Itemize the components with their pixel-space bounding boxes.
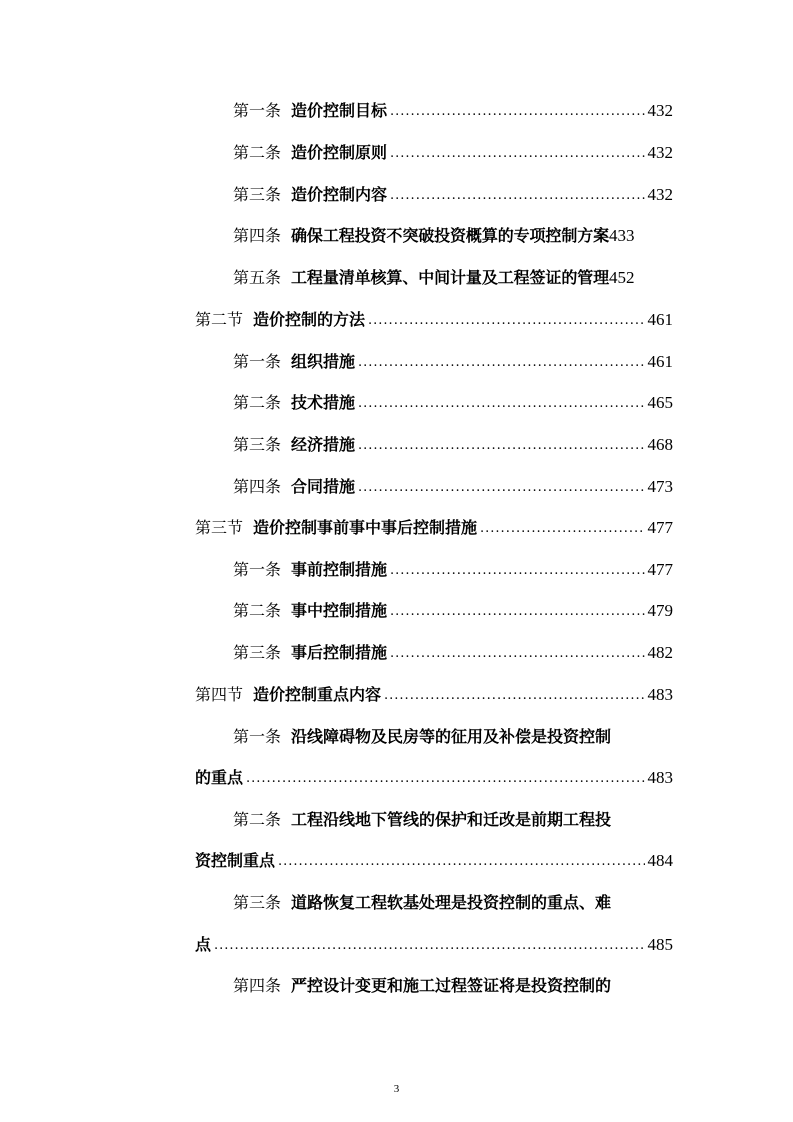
toc-entry-title: 事前控制措施 xyxy=(291,560,388,579)
toc-entry-page: 432 xyxy=(647,101,673,120)
toc-entry[interactable] xyxy=(233,431,673,455)
toc-entry-label: 第二条 xyxy=(233,601,282,620)
page-number: 3 xyxy=(393,1083,400,1095)
toc-entry-title: 确保工程投资不突破投资概算的专项控制方案 xyxy=(291,226,610,245)
toc-entry[interactable] xyxy=(233,473,673,497)
toc-entry-page: 452 xyxy=(609,268,635,287)
toc-entry-title: 工程量清单核算、中间计量及工程签证的管理 xyxy=(291,268,610,287)
toc-entry-label: 第三条 xyxy=(233,643,282,662)
toc-leader-dots xyxy=(390,185,644,205)
toc-entry-label: 第二条 xyxy=(233,810,282,829)
toc-entry-label: 第五条 xyxy=(233,268,282,287)
toc-leader-dots xyxy=(358,393,644,413)
toc-leader-dots xyxy=(214,935,644,955)
toc-leader-dots xyxy=(390,560,644,580)
toc-entry-continuation[interactable] xyxy=(195,931,673,955)
toc-entry-label: 第三条 xyxy=(233,185,282,204)
toc-entry-title: 沿线障碍物及民房等的征用及补偿是投资控制 xyxy=(291,727,612,746)
toc-section[interactable] xyxy=(195,306,673,330)
toc-entry[interactable] xyxy=(233,222,699,246)
toc-entry-continuation[interactable] xyxy=(195,847,673,871)
toc-entry-title: 的重点 xyxy=(195,768,244,787)
toc-entry-label: 第四条 xyxy=(233,976,282,995)
toc-section-title: 造价控制的方法 xyxy=(253,310,366,329)
toc-entry-label: 第二条 xyxy=(233,393,282,412)
toc-entry[interactable] xyxy=(233,972,673,996)
toc-leader-dots xyxy=(358,477,644,497)
toc-section-page: 477 xyxy=(647,518,673,537)
toc-entry-title: 造价控制原则 xyxy=(291,143,388,162)
toc-entry-page: 482 xyxy=(647,643,673,662)
toc-leader-dots xyxy=(480,518,644,538)
toc-leader-dots xyxy=(278,851,644,871)
toc-entry-continuation[interactable] xyxy=(195,764,673,788)
toc-leader-dots xyxy=(246,768,644,788)
toc-entry-title: 工程沿线地下管线的保护和迁改是前期工程投 xyxy=(291,810,612,829)
toc-section-label: 第二节 xyxy=(195,310,244,329)
toc-entry-title: 资控制重点 xyxy=(195,851,276,870)
toc-entry-page: 432 xyxy=(647,143,673,162)
toc-entry-title: 事中控制措施 xyxy=(291,601,388,620)
toc-leader-dots xyxy=(358,435,644,455)
toc-section-label: 第三节 xyxy=(195,518,244,537)
toc-section-page: 461 xyxy=(647,310,673,329)
toc-entry-label: 第一条 xyxy=(233,352,282,371)
toc-entry-label: 第一条 xyxy=(233,560,282,579)
toc-entry-title: 经济措施 xyxy=(291,435,356,454)
toc-entry[interactable] xyxy=(233,806,673,830)
toc-entry[interactable] xyxy=(233,597,673,621)
toc-entry-label: 第一条 xyxy=(233,101,282,120)
toc-entry-page: 484 xyxy=(647,851,673,870)
toc-leader-dots xyxy=(358,352,644,372)
toc-entry-label: 第一条 xyxy=(233,727,282,746)
toc-entry-title: 点 xyxy=(195,935,212,954)
toc-section[interactable] xyxy=(195,681,673,705)
toc-entry-title: 严控设计变更和施工过程签证将是投资控制的 xyxy=(291,976,612,995)
toc-entry-label: 第四条 xyxy=(233,477,282,496)
toc-entry-page: 465 xyxy=(647,393,673,412)
toc-entry-page: 473 xyxy=(647,477,673,496)
toc-entry[interactable] xyxy=(233,348,673,372)
toc-entry[interactable] xyxy=(233,389,673,413)
toc-entry-page: 477 xyxy=(647,560,673,579)
toc-leader-dots xyxy=(384,685,644,705)
toc-entry[interactable] xyxy=(233,97,673,121)
toc-entry-page: 479 xyxy=(647,601,673,620)
toc-entry[interactable] xyxy=(233,639,673,663)
toc-section-title: 造价控制事前事中事后控制措施 xyxy=(253,518,478,537)
toc-entry[interactable] xyxy=(233,139,673,163)
toc-leader-dots xyxy=(390,101,644,121)
toc-section-title: 造价控制重点内容 xyxy=(253,685,382,704)
toc-entry-label: 第二条 xyxy=(233,143,282,162)
toc-entry[interactable] xyxy=(233,556,673,580)
toc-entry-title: 道路恢复工程软基处理是投资控制的重点、难 xyxy=(291,893,612,912)
toc-entry-label: 第四条 xyxy=(233,226,282,245)
toc-entry-page: 432 xyxy=(647,185,673,204)
toc-entry[interactable] xyxy=(233,264,699,288)
toc-entry-title: 事后控制措施 xyxy=(291,643,388,662)
toc-entry-label: 第三条 xyxy=(233,435,282,454)
toc-leader-dots xyxy=(390,143,644,163)
toc-entry[interactable] xyxy=(233,889,673,913)
toc-section[interactable] xyxy=(195,514,673,538)
toc-entry-page: 485 xyxy=(647,935,673,954)
toc-entry-title: 组织措施 xyxy=(291,352,356,371)
toc-entry-label: 第三条 xyxy=(233,893,282,912)
toc-leader-dots xyxy=(390,601,644,621)
toc-entry-title: 造价控制目标 xyxy=(291,101,388,120)
toc-entry-title: 合同措施 xyxy=(291,477,356,496)
toc-entry-page: 433 xyxy=(609,226,635,245)
toc-entry-title: 技术措施 xyxy=(291,393,356,412)
toc-section-page: 483 xyxy=(647,685,673,704)
toc-entry-title: 造价控制内容 xyxy=(291,185,388,204)
toc-leader-dots xyxy=(368,310,644,330)
toc-section-label: 第四节 xyxy=(195,685,244,704)
toc-entry-page: 468 xyxy=(647,435,673,454)
toc-entry-page: 483 xyxy=(647,768,673,787)
toc-entry[interactable] xyxy=(233,181,673,205)
toc-leader-dots xyxy=(390,643,644,663)
toc-entry-page: 461 xyxy=(647,352,673,371)
toc-entry[interactable] xyxy=(233,723,673,747)
